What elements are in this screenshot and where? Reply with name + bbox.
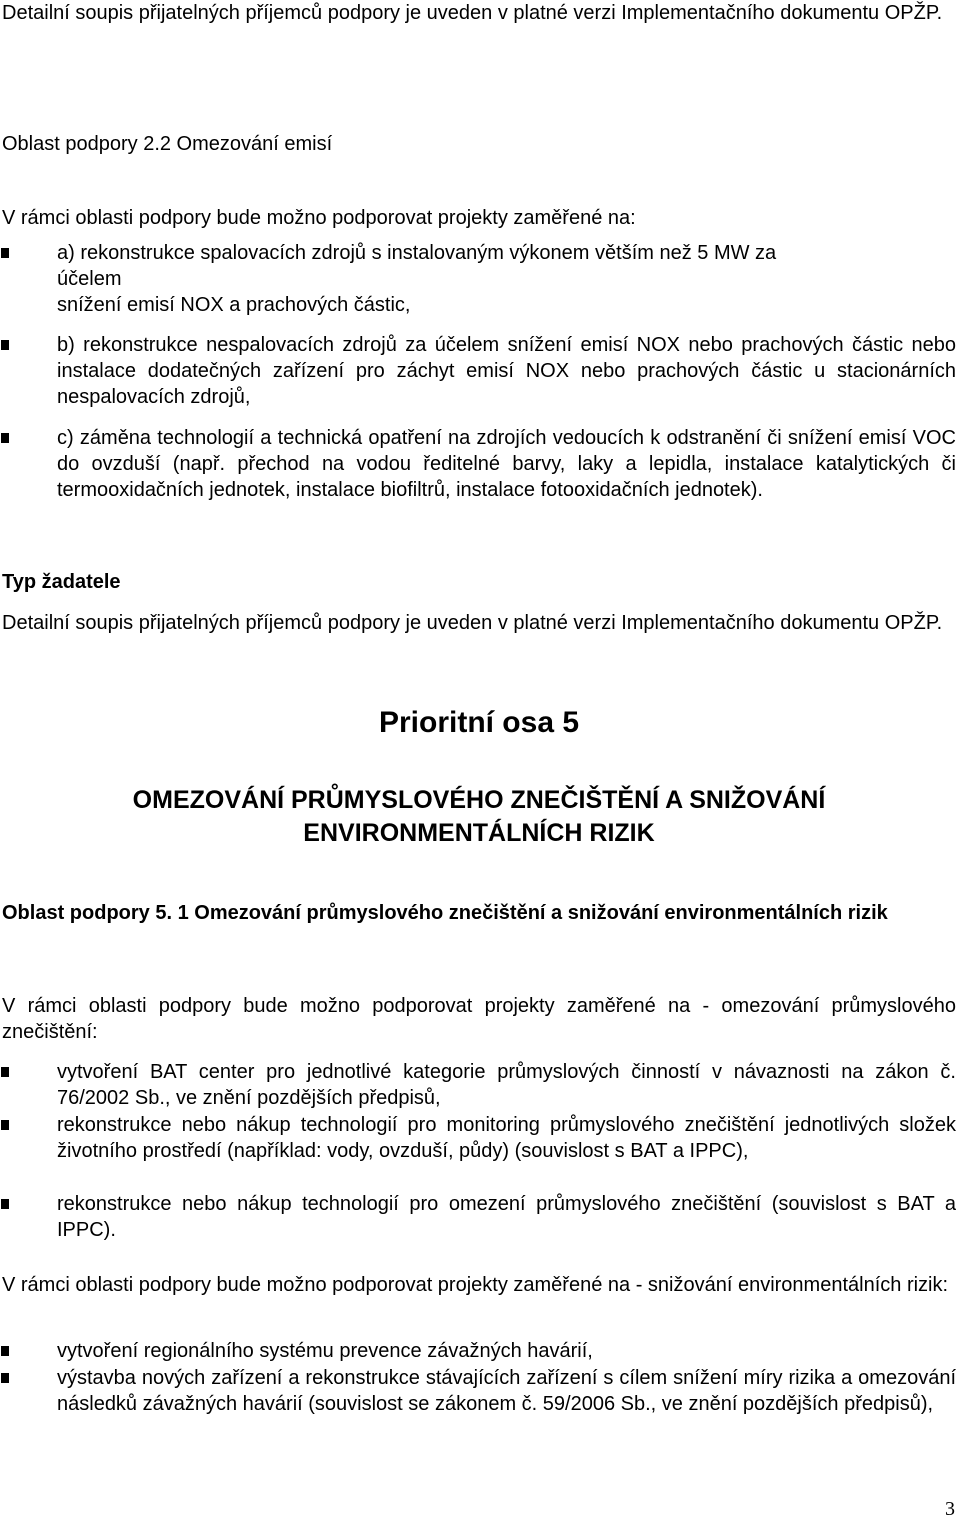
section-intro-2-2: V rámci oblasti podpory bude možno podporovat projekty zaměřené na: xyxy=(2,207,636,229)
list-item-line: snížení emisí NOX a prachových částic, xyxy=(57,294,411,316)
list-item-text: vytvoření BAT center pro jednotlivé kategorie průmyslových činností v návaznosti na zákon č. 76/2002 Sb., ve znění pozdějších předpisů, xyxy=(57,1061,956,1109)
typ-zadatele-heading: Typ žadatele xyxy=(2,571,121,593)
bullet-icon xyxy=(1,1346,9,1356)
list-item-line: a) rekonstrukce spalovacích zdrojů s instalovaným výkonem větším než 5 MW za xyxy=(57,242,777,264)
bullet-icon xyxy=(1,1067,9,1077)
list-item-text: vytvoření regionálního systému prevence závažných havárií, xyxy=(57,1340,593,1362)
bullet-icon xyxy=(1,1373,9,1383)
bullet-icon xyxy=(1,248,9,258)
section-heading-2-2: Oblast podpory 2.2 Omezování emisí xyxy=(2,133,333,155)
list-item-text: rekonstrukce nebo nákup technologií pro monitoring průmyslového znečištění jednotlivých složek životního prostředí (například: vody, ovzduší, půdy) (souvislost s BAT a IPPC), xyxy=(57,1114,956,1162)
section-intro-5-1-a: V rámci oblasti podpory bude možno podporovat projekty zaměřené na - omezování průmyslového znečištění: xyxy=(2,995,956,1043)
list-item-text: b) rekonstrukce nespalovacích zdrojů za účelem snížení emisí NOX nebo prachových částic nebo instalace dodatečných zařízení pro záchyt emisí NOX nebo prachových částic u stacionárních nespalovacích zdrojů, xyxy=(57,334,956,408)
list-item-text: výstavba nových zařízení a rekonstrukce stávajících zařízení s cílem snížení míry rizika a omezování následků závažných havárií (souvislost se zákonem č. 59/2006 Sb., ve znění pozdějších předpisů), xyxy=(57,1367,956,1415)
intro-paragraph: Detailní soupis přijatelných příjemců podpory je uveden v platné verzi Implementačního dokumentu OPŽP. xyxy=(2,2,943,24)
list-item-text: c) záměna technologií a technická opatření na zdrojích vedoucích k odstranění či snížení emisí VOC do ovzduší (např. přechod na vodou ředitelné barvy, laky a lepidla, instalace katalytických či termooxidačních jednotek, instalace biofiltrů, instalace fotooxidačních jednotek). xyxy=(57,427,956,501)
priority-axis-subtitle-line1: OMEZOVÁNÍ PRŮMYSLOVÉHO ZNEČIŠTĚNÍ A SNIŽOVÁNÍ xyxy=(132,786,826,814)
bullet-icon xyxy=(1,340,9,350)
bullet-icon xyxy=(1,1199,9,1209)
list-item-text: rekonstrukce nebo nákup technologií pro omezení průmyslového znečištění (souvislost s BAT a IPPC). xyxy=(57,1193,956,1241)
bullet-icon xyxy=(1,1120,9,1130)
section-heading-5-1: Oblast podpory 5. 1 Omezování průmyslového znečištění a snižování environmentálních rizik xyxy=(2,902,888,924)
typ-zadatele-text: Detailní soupis přijatelných příjemců podpory je uveden v platné verzi Implementačního dokumentu OPŽP. xyxy=(2,612,943,634)
page-number: 3 xyxy=(945,1498,955,1520)
priority-axis-subtitle-line2: ENVIRONMENTÁLNÍCH RIZIK xyxy=(303,819,655,847)
list-item-line: účelem xyxy=(57,268,122,290)
priority-axis-title: Prioritní osa 5 xyxy=(378,706,580,739)
section-intro-5-1-b: V rámci oblasti podpory bude možno podporovat projekty zaměřené na - snižování environmentálních rizik: xyxy=(2,1274,949,1296)
bullet-icon xyxy=(1,433,9,443)
